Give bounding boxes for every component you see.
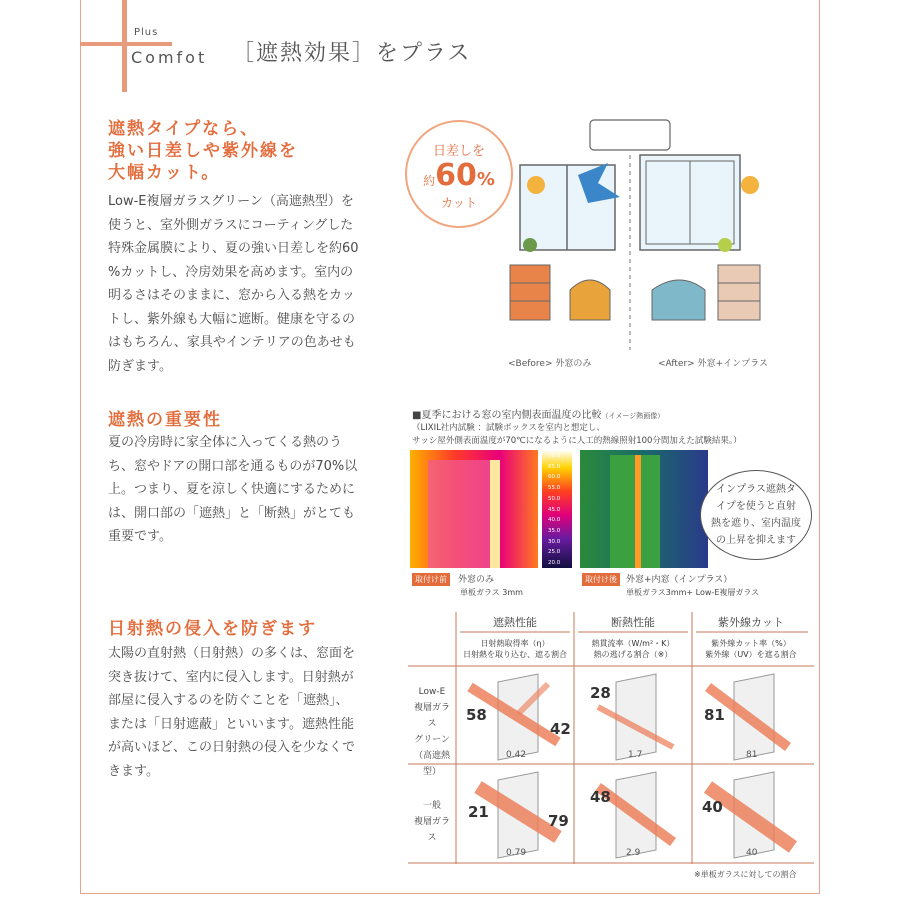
column-subheader: 日射熱取得率（η） 日射熱を取り込む、遮る割合	[463, 639, 567, 659]
section1-body-line: Low-E複層ガラスグリーン（高遮熱型）を	[108, 194, 354, 209]
scale-tick: 55.0	[548, 485, 561, 492]
section3-body-line: 部屋に侵入するのを防ぐことを「遮熱」、	[108, 693, 349, 708]
thermal-note	[412, 422, 742, 448]
dresser-icon	[510, 265, 550, 320]
scale-tick: 60.0	[548, 474, 561, 481]
section3-body-line: 太陽の直射熱（日射熱）の多くは、窓面を	[108, 646, 356, 661]
section1-body	[108, 190, 359, 378]
column-header-solar: 遮熱性能	[493, 616, 537, 629]
section1-body-line: 明るさはそのままに、窓から入る熱をカッ	[108, 288, 355, 303]
before-install-tag: 取付け前	[412, 573, 450, 586]
section1-heading-line: 大幅カット。	[108, 163, 221, 183]
section3-body-line: または「日射遮蔽」といいます。遮熱性能	[108, 716, 354, 732]
section2-body-line: 重要です。	[108, 529, 172, 544]
column-subheader: 熱貫流率（W/m²・K） 熱の逃げる割合（※）	[591, 639, 675, 659]
value-number: 48	[590, 788, 611, 806]
before-caption: 外窓のみ	[458, 575, 495, 585]
plus-cross-horizontal	[80, 42, 172, 46]
thermal-title	[412, 406, 664, 421]
plant-icon	[718, 238, 732, 252]
section1-body-line: 特殊金属膜により、夏の強い日差しを約60	[108, 241, 359, 256]
sofa-icon	[570, 280, 610, 320]
after-label: <After> 外窓+インプラス	[658, 359, 768, 369]
scale-tick: 25.0	[548, 549, 561, 556]
column-header-uv: 紫外線カット	[718, 616, 784, 629]
scale-tick: 20.0	[548, 560, 561, 567]
section2-body-line: 上。つまり、夏を涼しく快適にするために	[108, 482, 356, 497]
value-number: 21	[468, 803, 489, 821]
value-number: 40	[702, 798, 723, 816]
sun-icon	[741, 176, 759, 194]
thermal-image-before	[410, 450, 538, 568]
value-number: 28	[590, 684, 611, 702]
value-label: 1.7	[628, 750, 643, 760]
value-label: 40	[746, 848, 758, 858]
scale-tick: 35.0	[548, 527, 561, 534]
page-title: ［遮熱効果］をプラス	[232, 41, 472, 66]
column-subheader: 紫外線カット率（%） 紫外線（UV）を遮る割合	[705, 639, 797, 659]
section3-body-line: が高いほど、この日射熱の侵入を少なくで	[108, 740, 356, 755]
badge-percent-value: 60	[435, 158, 477, 193]
row-label-lowe: Low-E 複層ガラス グリーン （高遮熱型）	[413, 687, 450, 777]
section3-body	[108, 642, 355, 783]
sun-icon	[527, 176, 545, 194]
plus-label: Plus	[134, 27, 159, 38]
scale-tick: 45.0	[548, 506, 561, 513]
glass-pane-icon	[478, 772, 558, 858]
section2-body-line: ち、窓やドアの開口部を通るものが70%以	[108, 458, 358, 474]
sofa-icon	[652, 280, 705, 320]
thermal-note-line: サッシ屋外側表面温度が70℃になるように人工的熱線照射100分間加えた試験結果。）	[412, 436, 742, 446]
bubble-line: インプラス遮熱タ	[716, 484, 796, 495]
section1-body-line: 防ぎます。	[108, 358, 172, 374]
badge-percent-sign: %	[476, 169, 495, 190]
value-number: 81	[704, 706, 725, 724]
scale-tick: 40.0	[548, 517, 561, 524]
scale-tick: 70.0	[548, 453, 561, 459]
value-number: 79	[548, 812, 569, 830]
section3-heading: 日射熱の侵入を防ぎます	[108, 619, 317, 639]
table-footnote: ※単板ガラスに対しての割合	[694, 870, 797, 879]
room-illustration	[470, 105, 790, 355]
value-number: 42	[550, 720, 571, 738]
value-label: 81	[746, 750, 758, 760]
section2-heading: 遮熱の重要性	[108, 410, 222, 430]
section1-body-line: %カットし、冷房効果を高めます。室内の	[108, 264, 354, 280]
badge-prefix: 約	[423, 174, 436, 188]
section2-body	[108, 431, 357, 549]
row-label-general: 一般 複層ガラス	[413, 801, 450, 843]
after-caption: 外窓+内窓（インプラス）	[626, 575, 733, 585]
comfot-label: Comfot	[131, 48, 208, 67]
scale-tick: 30.0	[548, 538, 561, 545]
scale-tick: 65.0	[548, 463, 561, 470]
glass-pane-icon	[598, 772, 673, 858]
badge-line3: カット	[441, 196, 477, 210]
sunlight-cut-badge	[405, 120, 513, 228]
thermal-title-small: （イメージ熱画像）	[601, 412, 665, 420]
thermal-image-after	[580, 450, 708, 568]
plant-icon	[523, 238, 537, 252]
bubble-line: の上昇を抑えます	[716, 535, 796, 546]
section2-body-line: は、開口部の「遮熱」と「断熱」がとても	[108, 505, 356, 521]
after-glass-spec: 単板ガラス3mm+ Low-E複層ガラス	[626, 588, 760, 597]
section1-body-line: 使うと、室外側ガラスにコーティングした	[108, 217, 354, 233]
before-glass-spec: 単板ガラス 3mm	[460, 588, 523, 597]
insulation-callout-bubble	[700, 470, 812, 560]
air-conditioner-icon	[590, 120, 670, 150]
section1-body-line: はもちろん、家具やインテリアの色あせも	[108, 335, 356, 350]
section2-body-line: 夏の冷房時に家全体に入ってくる熱のう	[108, 435, 343, 450]
section3-body-line: 突き抜けて、室内に侵入します。日射熱が	[108, 669, 354, 685]
section1-heading	[108, 118, 298, 184]
bubble-line: イプを使うと直射	[716, 501, 796, 512]
section1-body-line: トし、紫外線も大幅に遮断。健康を守るの	[108, 311, 356, 327]
section1-heading-line: 強い日差しや紫外線を	[108, 141, 298, 161]
column-header-insulation: 断熱性能	[611, 616, 655, 629]
section3-body-line: きます。	[108, 763, 159, 779]
value-number: 58	[466, 706, 487, 724]
scale-tick: 50.0	[548, 495, 561, 502]
plus-cross-vertical	[122, 0, 127, 92]
section1-heading-line: 遮熱タイプなら、	[108, 119, 260, 139]
value-label: 0.42	[506, 750, 527, 760]
thermal-title-main: ■夏季における窓の室内側表面温度の比較	[412, 410, 602, 421]
bubble-line: 熱を遮り、室内温度	[711, 518, 801, 529]
badge-line2	[407, 158, 511, 193]
temperature-scale-labels	[548, 451, 568, 569]
badge-line1: 日差しを	[432, 144, 485, 159]
value-label: 2.9	[626, 848, 641, 858]
before-label: <Before> 外窓のみ	[508, 359, 592, 369]
dresser-icon	[718, 265, 760, 320]
thermal-note-line: （LIXIL社内試験 ：試験ボックスを室内と想定し、	[412, 423, 605, 433]
value-label: 0.79	[506, 848, 527, 858]
after-install-tag: 取付け後	[582, 573, 620, 586]
